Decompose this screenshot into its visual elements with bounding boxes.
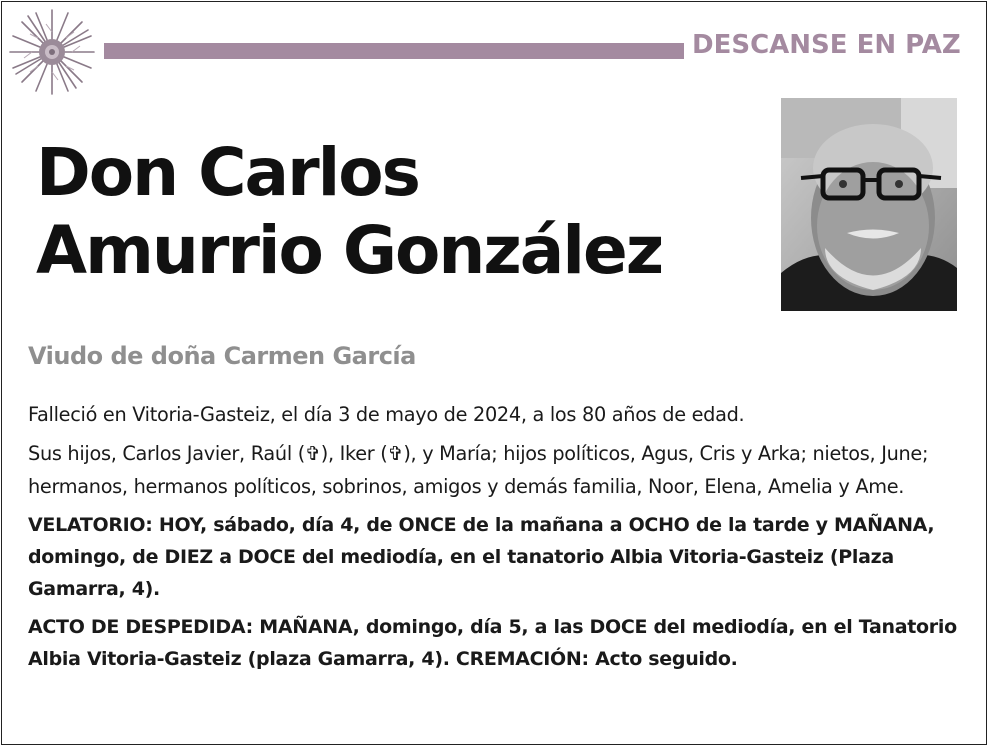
deceased-name <box>36 134 662 290</box>
farewell-info: ACTO DE DESPEDIDA: MAÑANA, domingo, día 5, a las DOCE del mediodía, en el Tanatorio Albia Vitoria-Gasteiz (plaza Gamarra, 4). CREMACIÓN: Acto seguido. <box>28 616 957 670</box>
thistle-flower-icon <box>8 8 96 96</box>
widow-subtitle: Viudo de doña Carmen García <box>28 342 416 370</box>
header-divider-bar <box>104 43 684 59</box>
obituary-body <box>28 398 963 681</box>
death-notice: Falleció en Vitoria-Gasteiz, el día 3 de mayo de 2024, a los 80 años de edad. <box>28 403 745 426</box>
wake-info: VELATORIO: HOY, sábado, día 4, de ONCE de la mañana a OCHO de la tarde y MAÑANA, domingo, de DIEZ a DOCE del mediodía, en el tanatorio Albia Vitoria-Gasteiz (Plaza Gamarra, 4). <box>28 514 935 600</box>
portrait-photo <box>781 98 957 311</box>
family-list: Sus hijos, Carlos Javier, Raúl (✞), Iker (✞), y María; hijos políticos, Agus, Cris y Arka; nietos, June; hermanos, hermanos políticos, sobrinos, amigos y demás familia, Noor, Elena, Amelia y Ame. <box>28 442 929 498</box>
obituary-card <box>1 1 987 745</box>
header-label: DESCANSE EN PAZ <box>692 30 961 60</box>
name-line-2: Amurrio González <box>36 212 663 289</box>
name-line-1: Don Carlos <box>36 134 419 211</box>
